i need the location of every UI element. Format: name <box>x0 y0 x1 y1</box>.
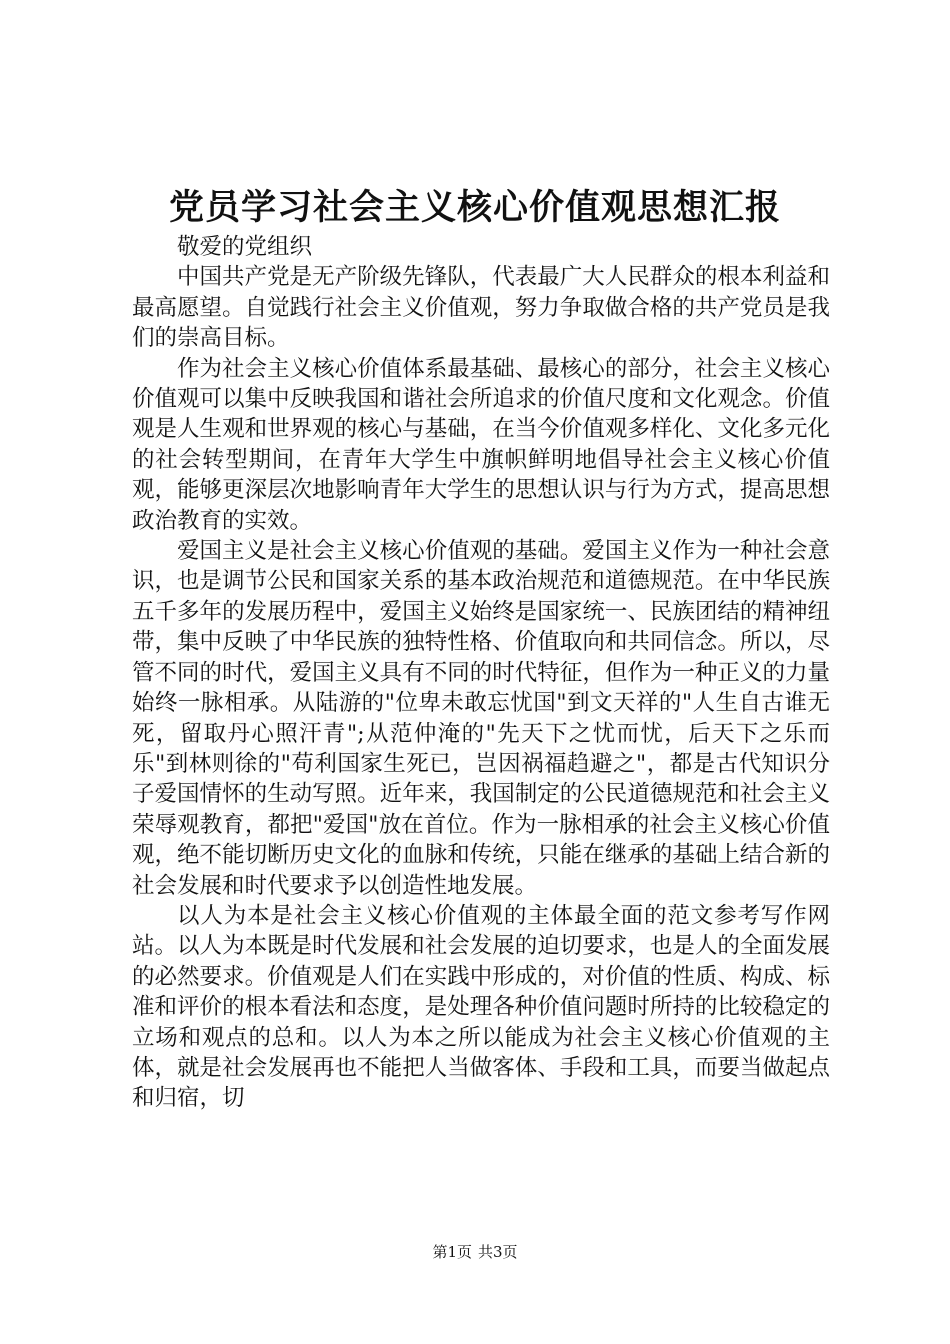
paragraph-2: 作为社会主义核心价值体系最基础、最核心的部分，社会主义核心价值观可以集中反映我国和谐社会所追求的价值尺度和文化观念。价值观是人生观和世界观的核心与基础，在当今价值观多样化、文化多元化的社会转型期间，在青年大学生中旗帜鲜明地倡导社会主义核心价值观，能够更深层次地影响青年大学生的思想认识与行为方式，提高思想政治教育的实效。 <box>132 355 830 534</box>
page-total: 共3页 <box>478 1243 518 1261</box>
paragraph-4: 以人为本是社会主义核心价值观的主体最全面的范文参考写作网站。以人为本既是时代发展和社会发展的迫切要求，也是人的全面发展的必然要求。价值观是人们在实践中形成的，对价值的性质、构成、标准和评价的根本看法和态度，是处理各种价值问题时所持的比较稳定的立场和观点的总和。以人为本之所以能成为社会主义核心价值观的主体，就是社会发展再也不能把人当做客体、手段和工具，而要当做起点和归宿，切 <box>132 902 830 1112</box>
paragraph-1: 中国共产党是无产阶级先锋队，代表最广大人民群众的根本利益和最高愿望。自觉践行社会主义价值观，努力争取做合格的共产党员是我们的崇高目标。 <box>132 264 830 352</box>
paragraph-3: 爱国主义是社会主义核心价值观的基础。爱国主义作为一种社会意识，也是调节公民和国家关系的基本政治规范和道德规范。在中华民族五千多年的发展历程中，爱国主义始终是国家统一、民族团结的精神纽带，集中反映了中华民族的独特性格、价值取向和共同信念。所以，尽管不同的时代，爱国主义具有不同的时代特征，但作为一种正义的力量始终一脉相承。从陆游的"位卑未敢忘忧国"到文天祥的"人生自古谁无死，留取丹心照汗青";从范仲淹的"先天下之忧而忧，后天下之乐而乐"到林则徐的"苟利国家生死已，岂因祸福趋避之"，都是古代知识分子爱国情怀的生动写照。近年来，我国制定的公民道德规范和社会主义荣辱观教育，都把"爱国"放在首位。作为一脉相承的社会主义核心价值观，绝不能切断历史文化的血脉和传统，只能在继承的基础上结合新的社会发展和时代要求予以创造性地发展。 <box>132 538 830 899</box>
page-footer <box>0 1242 950 1262</box>
page-number: 第1页 <box>432 1243 472 1261</box>
salutation: 敬爱的党组织 <box>177 234 313 260</box>
document-title: 党员学习社会主义核心价值观思想汇报 <box>168 187 781 228</box>
document-body <box>132 232 830 1114</box>
